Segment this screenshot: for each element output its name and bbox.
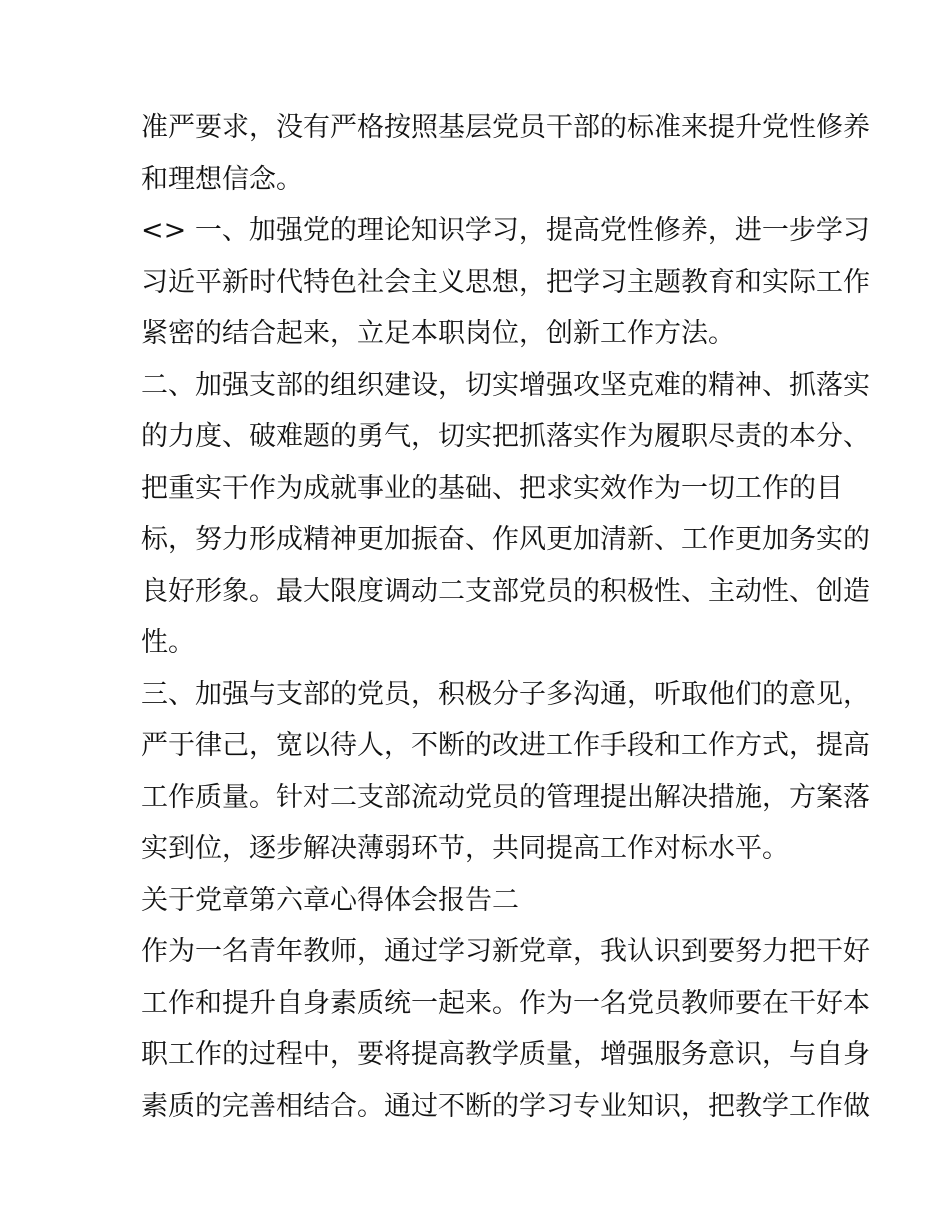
text-line: 职工作的过程中，要将提高教学质量，增强服务意识，与自身 [141,1039,870,1070]
text-line: 紧密的结合起来，立足本职岗位，创新工作方法。 [141,318,735,349]
text-line: 良好形象。最大限度调动二支部党员的积极性、主动性、创造 [141,575,870,607]
text-line: <> 一、加强党的理论知识学习，提高党性修养，进一步学习 [141,215,870,246]
text-line: 准严要求，没有严格按照基层党员干部的标准来提升党性修养 [141,112,870,143]
text-line: 实到位，逐步解决薄弱环节，共同提高工作对标水平。 [141,833,789,864]
body-text [141,102,870,1132]
text-line: 工作质量。针对二支部流动党员的管理提出解决措施，方案落 [141,781,870,813]
text-line: 三、加强与支部的党员，积极分子多沟通，听取他们的意见， [141,678,870,710]
text-line: 二、加强支部的组织建设，切实增强攻坚克难的精神、抓落实 [141,369,870,401]
text-line: 的力度、破难题的勇气，切实把抓落实作为履职尽责的本分、 [141,421,870,452]
text-line: 习近平新时代特色社会主义思想，把学习主题教育和实际工作 [141,266,870,298]
section-heading: 关于党章第六章心得体会报告二 [141,884,519,916]
text-line: 标，努力形成精神更加振奋、作风更加清新、工作更加务实的 [141,524,870,555]
text-line: 严于律己，宽以待人，不断的改进工作手段和工作方式，提高 [141,730,870,761]
text-line: 工作和提升自身素质统一起来。作为一名党员教师要在干好本 [141,987,870,1019]
text-line: 性。 [141,627,195,658]
text-line: 把重实干作为成就事业的基础、把求实效作为一切工作的目 [141,472,843,504]
text-line: 素质的完善相结合。通过不断的学习专业知识，把教学工作做 [141,1090,870,1122]
text-line: 作为一名青年教师，通过学习新党章，我认识到要努力把干好 [141,936,870,967]
text-line: 和理想信念。 [141,163,303,195]
